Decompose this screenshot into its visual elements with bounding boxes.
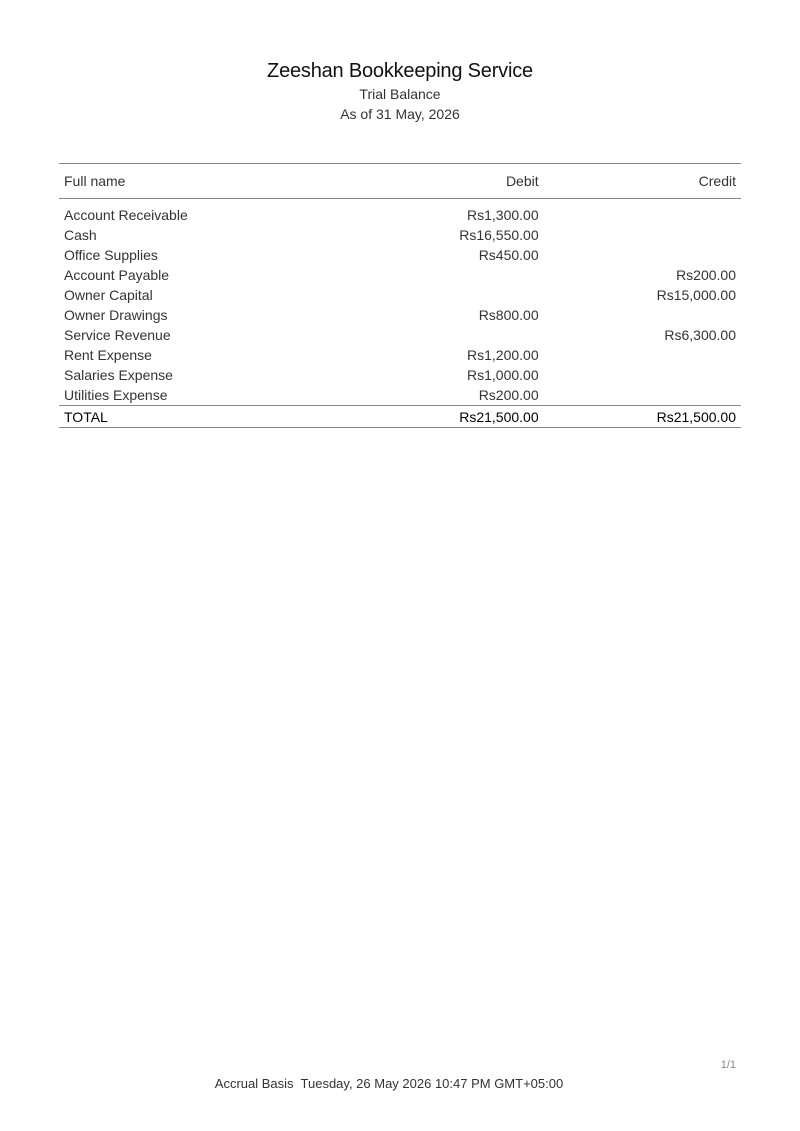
account-name-cell: Office Supplies [64,247,158,263]
debit-cell [354,325,544,345]
debit-cell: Rs1,200.00 [467,347,539,363]
table-row [59,305,741,325]
table-row [59,265,741,285]
table-row [59,325,741,345]
page-number: 1/1 [720,1059,736,1071]
account-name-cell: Utilities Expense [64,387,168,403]
debit-cell [354,285,544,305]
debit-cell: Rs1,000.00 [467,367,539,383]
column-header-credit: Credit [544,164,741,199]
accounting-basis: Accrual Basis [214,1076,294,1091]
column-header-full-name: Full name [59,164,354,199]
credit-cell: Rs200.00 [676,267,736,283]
credit-cell [544,305,741,325]
table-row [59,385,741,406]
account-name-cell: Account Payable [64,267,170,283]
report-footer [0,1076,778,1091]
report-title: Trial Balance [359,86,441,102]
table-row [59,225,741,245]
total-row [59,406,741,428]
credit-cell [544,365,741,385]
debit-cell [354,265,544,285]
credit-cell: Rs6,300.00 [664,327,736,343]
table-row [59,245,741,265]
account-name-cell: Rent Expense [64,347,152,363]
credit-cell [544,205,741,225]
debit-cell: Rs1,300.00 [467,207,539,223]
total-debit: Rs21,500.00 [354,406,544,428]
table-row [59,205,741,225]
table-header-row [59,164,741,199]
trial-balance-table [59,163,741,428]
column-header-debit: Debit [354,164,544,199]
debit-cell: Rs450.00 [478,247,539,263]
total-credit: Rs21,500.00 [544,406,741,428]
table-row [59,345,741,365]
credit-cell [544,345,741,365]
account-name-cell: Owner Capital [64,287,153,303]
debit-cell: Rs200.00 [478,387,539,403]
account-name-cell: Salaries Expense [64,367,173,383]
report-header [0,58,800,124]
debit-cell: Rs16,550.00 [459,227,539,243]
report-date: As of 31 May, 2026 [340,106,460,122]
total-label: TOTAL [59,406,354,428]
table-body [59,199,741,428]
credit-cell [544,225,741,245]
account-name-cell: Owner Drawings [64,307,168,323]
table-row [59,365,741,385]
table-row [59,285,741,305]
account-name-cell: Cash [64,227,97,243]
credit-cell: Rs15,000.00 [656,287,736,303]
account-name-cell: Service Revenue [64,327,171,343]
company-name: Zeeshan Bookkeeping Service [267,60,533,82]
debit-cell: Rs800.00 [478,307,539,323]
credit-cell [544,385,741,406]
account-name-cell: Account Receivable [64,207,188,223]
credit-cell [544,245,741,265]
generated-timestamp: Tuesday, 26 May 2026 10:47 PM GMT+05:00 [300,1076,564,1091]
